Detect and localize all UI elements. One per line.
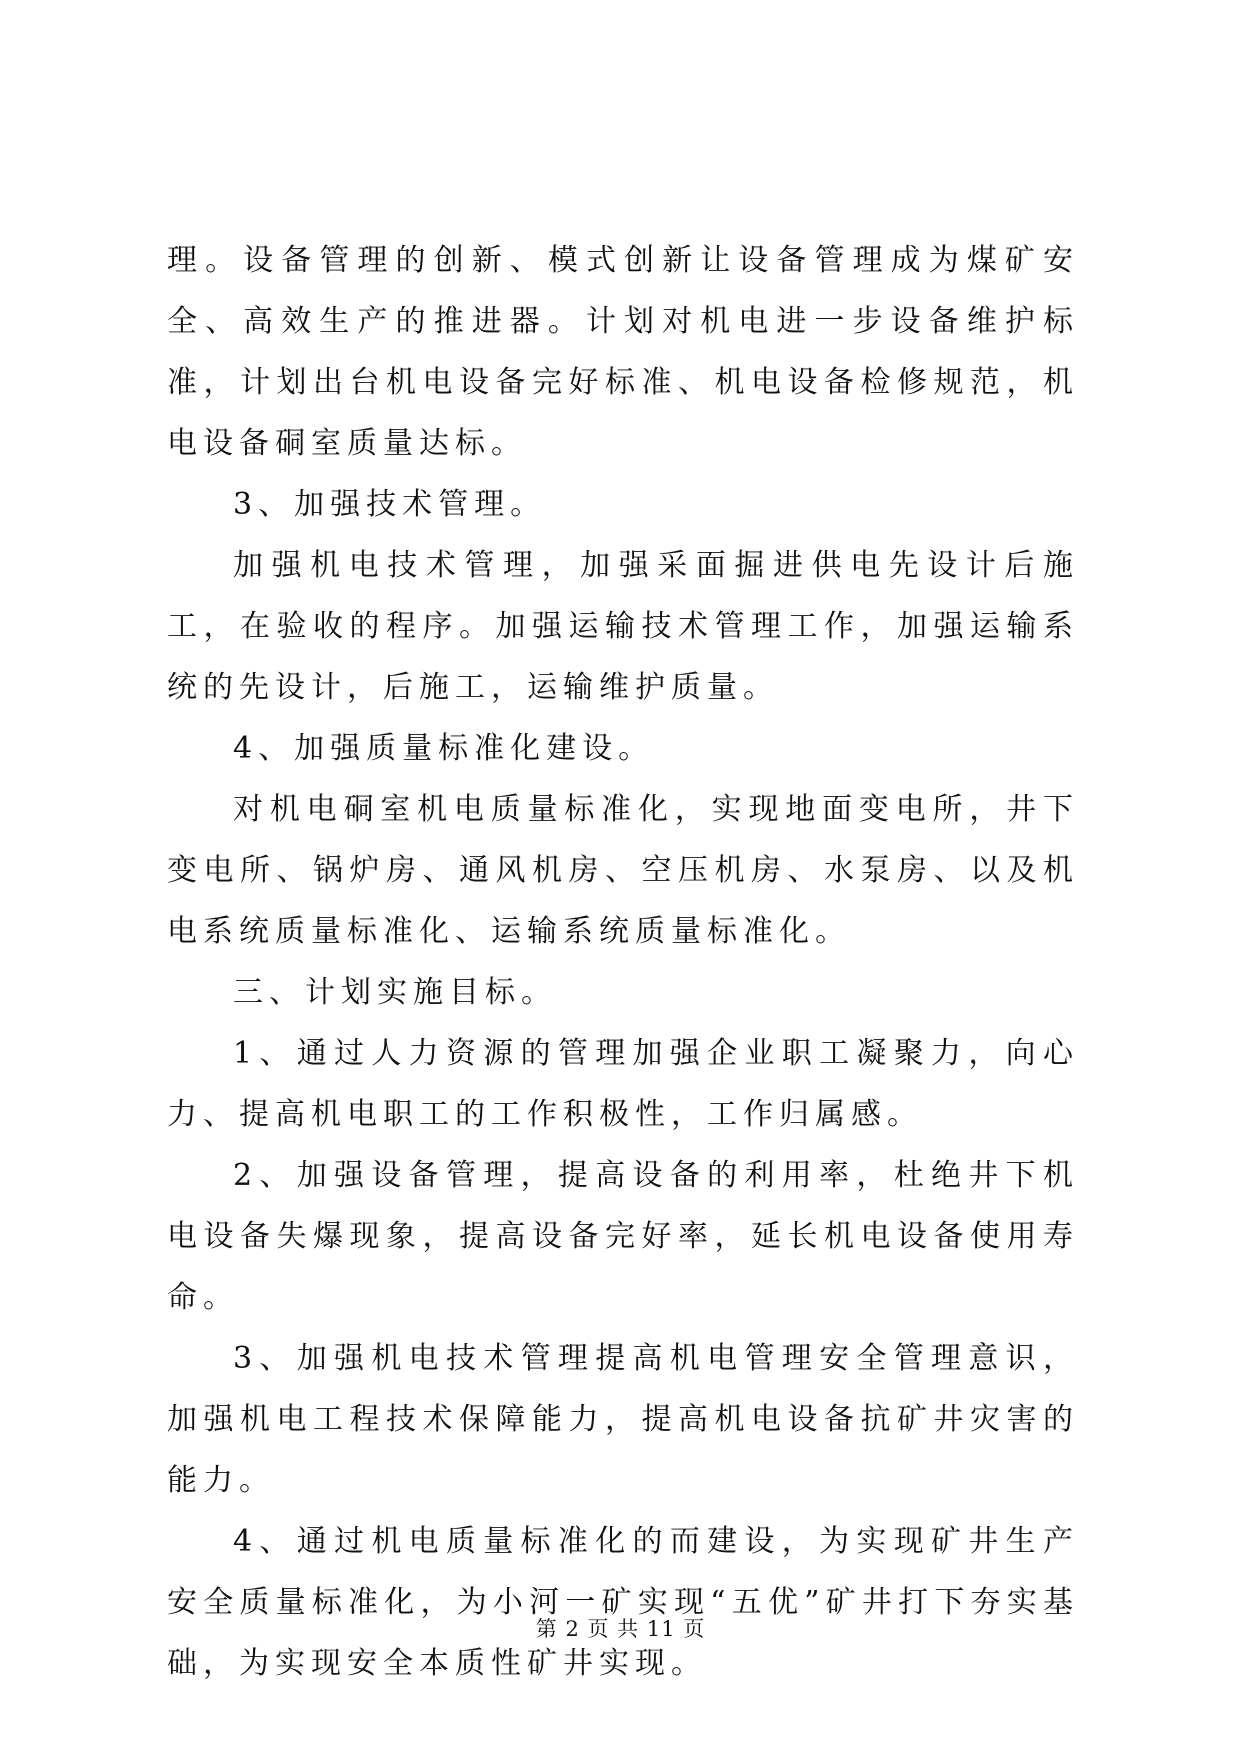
document-body (167, 230, 1079, 1694)
heading-implementation-goals: 三、计划实施目标。 (233, 975, 557, 1010)
goal-item-2: 2、加强设备管理，提高设备的利用率，杜绝井下机电设备失爆现象，提高设备完好率，延长机电设备使用寿命。 (167, 1158, 1079, 1315)
paragraph-continuation: 理。设备管理的创新、模式创新让设备管理成为煤矿安全、高效生产的推进器。计划对机电进一步设备维护标准，计划出台机电设备完好标准、机电设备检修规范，机电设备硐室质量达标。 (167, 243, 1079, 461)
goal-item-1: 1、通过人力资源的管理加强企业职工凝聚力，向心力、提高机电职工的工作积极性，工作归属感。 (167, 1036, 1079, 1132)
goal-item-3: 3、加强机电技术管理提高机电管理安全管理意识，加强机电工程技术保障能力，提高机电设备抗矿井灾害的能力。 (167, 1341, 1079, 1498)
heading-strengthen-technical-management: 3、加强技术管理。 (233, 487, 547, 522)
paragraph-technical-management: 加强机电技术管理，加强采面掘进供电先设计后施工，在验收的程序。加强运输技术管理工作，加强运输系统的先设计，后施工，运输维护质量。 (167, 548, 1079, 705)
heading-quality-standardization: 4、加强质量标准化建设。 (233, 731, 655, 766)
goal-item-4: 4、通过机电质量标准化的而建设，为实现矿井生产安全质量标准化，为小河一矿实现“五优”矿井打下夯实基础，为实现安全本质性矿井实现。 (167, 1524, 1079, 1681)
page-number-footer: 第 2 页 共 11 页 (535, 1617, 706, 1641)
paragraph-quality-standardization: 对机电硐室机电质量标准化，实现地面变电所，井下变电所、锅炉房、通风机房、空压机房、水泵房、以及机电系统质量标准化、运输系统质量标准化。 (167, 792, 1079, 949)
